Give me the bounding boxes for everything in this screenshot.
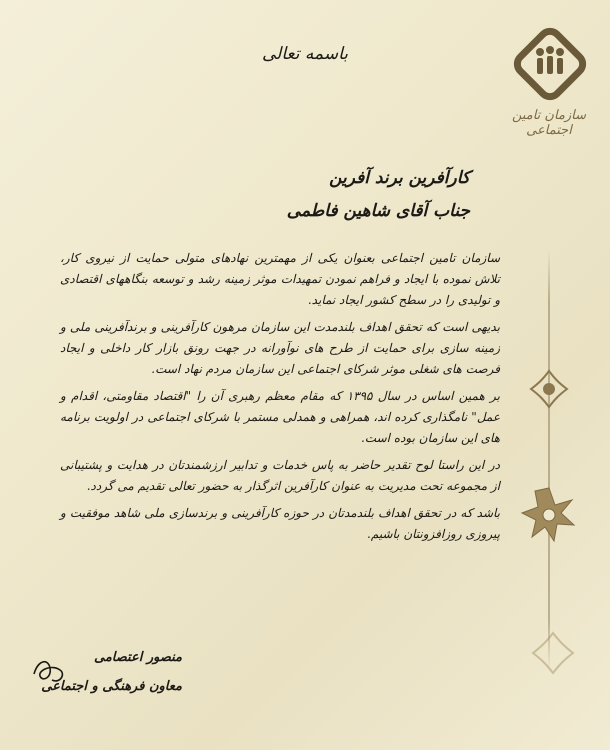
certificate-body <box>60 248 500 551</box>
social-security-logo-icon <box>510 24 590 104</box>
signatory-name: منصور اعتصامی <box>93 650 182 665</box>
star-ornament-icon <box>520 486 578 544</box>
organization-name: سازمان تامین اجتماعی <box>511 108 587 138</box>
award-title: کارآفرین برند آفرین <box>329 168 470 188</box>
body-paragraph: سازمان تامین اجتماعی بعنوان یکی از مهمترین نهادهای متولی حمایت از نیروی کار، تلاش نموده با ایجاد و فراهم نمودن تمهیدات موثر زمینه رشد و توسعه بنگاههای اقتصادی و تولیدی را در سطح کشور ایجاد نماید. <box>60 251 500 307</box>
body-paragraph: بر همین اساس در سال ۱۳۹۵ که مقام معظم رهبری آن را "اقتصاد مقاومتی، اقدام و عمل" نامگذاری کرده اند، همراهی و همدلی مستمر با شرکای اجتماعی در اولویت برنامه های این سازمان بوده است. <box>60 389 500 445</box>
ornament-divider <box>548 250 550 670</box>
signature-block <box>22 650 182 694</box>
body-paragraph: در این راستا لوح تقدیر حاضر به پاس خدمات و تدابیر ارزشمندتان در هدایت و پشتیبانی از مجموعه تحت مدیریت به عنوان کارآفرین اثرگذار به حضور تعالی تقدیم می گردد. <box>60 458 500 493</box>
floral-ornament-icon <box>528 368 570 410</box>
body-paragraph: باشد که در تحقق اهداف بلندمدتان در حوزه کارآفرینی و برندسازی ملی شاهد موفقیت و پیروزی روزافزونتان باشیم. <box>60 506 500 541</box>
recipient-name: جناب آقای شاهین فاطمی <box>286 201 470 221</box>
body-paragraph: بدیهی است که تحقق اهداف بلندمدت این سازمان مرهون کارآفرینی و برندآفرینی ملی و زمینه سازی برای حمایت از طرح های نوآورانه در جهت رونق بازار کار داخلی و ایجاد فرصت های شغلی موثر شرکای اجتماعی این سازمان مردم نهاد است. <box>60 320 500 376</box>
signatory-title: معاون فرهنگی و اجتماعی <box>41 679 182 694</box>
heading-bismillah: باسمه تعالی <box>262 44 348 64</box>
faded-ornament-icon <box>530 630 576 676</box>
